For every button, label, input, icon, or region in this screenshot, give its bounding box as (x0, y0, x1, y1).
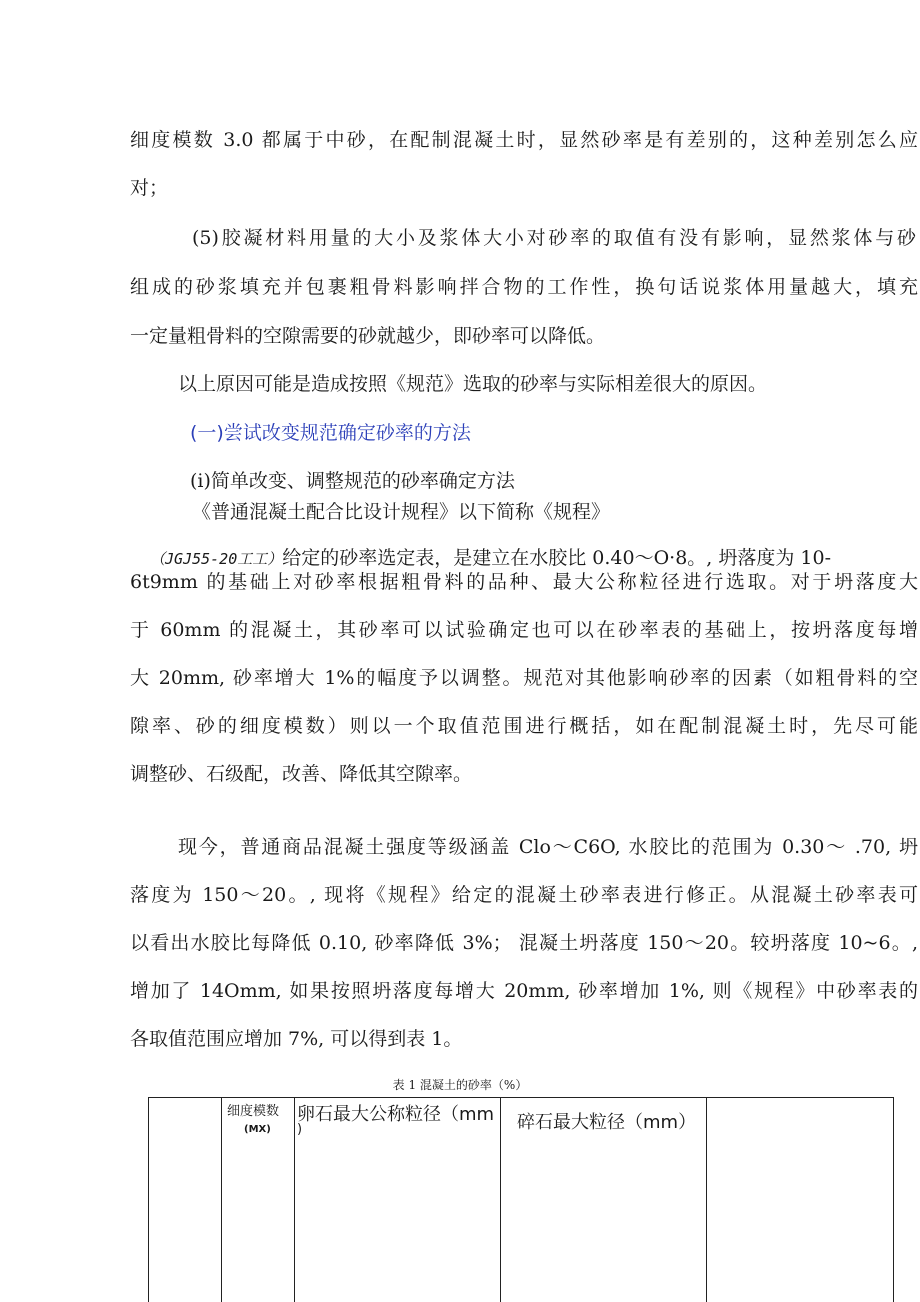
text-line: 增加了 14Omm, 如果按照坍落度每增大 20mm, 砂率增加 1%, 则《规程》中砂率表的 (130, 979, 918, 1003)
sand-ratio-table (148, 1097, 894, 1302)
pebble-size-label-tail: ) (297, 1122, 302, 1137)
section-heading: (一)尝试改变规范确定砂率的方法 (190, 421, 920, 445)
text-line: 组成的砂浆填充并包裹粗骨料影响拌合物的工作性，换句话说浆体用量越大，填充 (130, 275, 918, 299)
text-line (150, 546, 918, 571)
text-line: 现今，普通商品混凝土强度等级涵盖 Clo～C6O, 水胶比的范围为 0.30～ .70, 坍 (178, 835, 918, 859)
text-line: 《普通混凝土配合比设计规程》以下简称《规程》 (192, 500, 920, 524)
text-line: 一定量粗骨料的空隙需要的砂就越少，即砂率可以降低。 (130, 324, 918, 348)
table-header-row (149, 1098, 894, 1302)
subsection-heading: (i)简单改变、调整规范的砂率确定方法 (190, 469, 920, 493)
table-empty-cell (707, 1098, 894, 1302)
text-line: 于 60mm 的混凝土，其砂率可以试验确定也可以在砂率表的基础上，按坍落度每增 (130, 618, 918, 642)
crushed-stone-size-label: 碎石最大粒径（mm） (517, 1108, 696, 1134)
text-line: 6t9mm 的基础上对砂率根据粗骨料的品种、最大公称粒径进行选取。对于坍落度大 (130, 570, 918, 594)
crushed-stone-size-header (501, 1098, 707, 1302)
text-line: 调整砂、石级配，改善、降低其空隙率。 (130, 762, 918, 786)
pebble-size-label: 卵石最大公称粒径（mm (297, 1100, 494, 1126)
table-corner-cell (149, 1098, 222, 1302)
standard-code: （JGJ55-20工工） (150, 550, 282, 568)
text-line: 以上原因可能是造成按照《规范》选取的砂率与实际相差很大的原因。 (178, 372, 920, 396)
text-line: 落度为 150～20。, 现将《规程》给定的混凝土砂率表进行修正。从混凝土砂率表可 (130, 883, 918, 907)
text-line: 隙率、砂的细度模数）则以一个取值范围进行概括，如在配制混凝土时，先尽可能 (130, 714, 918, 738)
text-line: 对； (130, 176, 918, 200)
fineness-modulus-label: 细度模数 (227, 1100, 279, 1119)
text-line: (5)胶凝材料用量的大小及浆体大小对砂率的取值有没有影响，显然浆体与砂 (192, 226, 916, 250)
pebble-size-header (295, 1098, 501, 1302)
text-line: 各取值范围应增加 7%, 可以得到表 1。 (130, 1027, 918, 1051)
text-line: 以看出水胶比每降低 0.10, 砂率降低 3%； 混凝土坍落度 150～20。较坍落度 10~6。, (130, 931, 918, 955)
text-line: 大 20mm, 砂率增大 1%的幅度予以调整。规范对其他影响砂率的因素（如粗骨料的空 (130, 666, 918, 690)
text-line: 细度模数 3.0 都属于中砂，在配制混凝土时，显然砂率是有差别的，这种差别怎么应 (130, 128, 918, 152)
text-fragment: 给定的砂率选定表，是建立在水胶比 0.40～O·8。, 坍落度为 10- (282, 547, 831, 569)
fineness-modulus-header (222, 1098, 295, 1302)
table-caption: 表 1 混凝土的砂率（%） (0, 1076, 920, 1093)
fineness-modulus-unit: (MX) (244, 1124, 271, 1135)
